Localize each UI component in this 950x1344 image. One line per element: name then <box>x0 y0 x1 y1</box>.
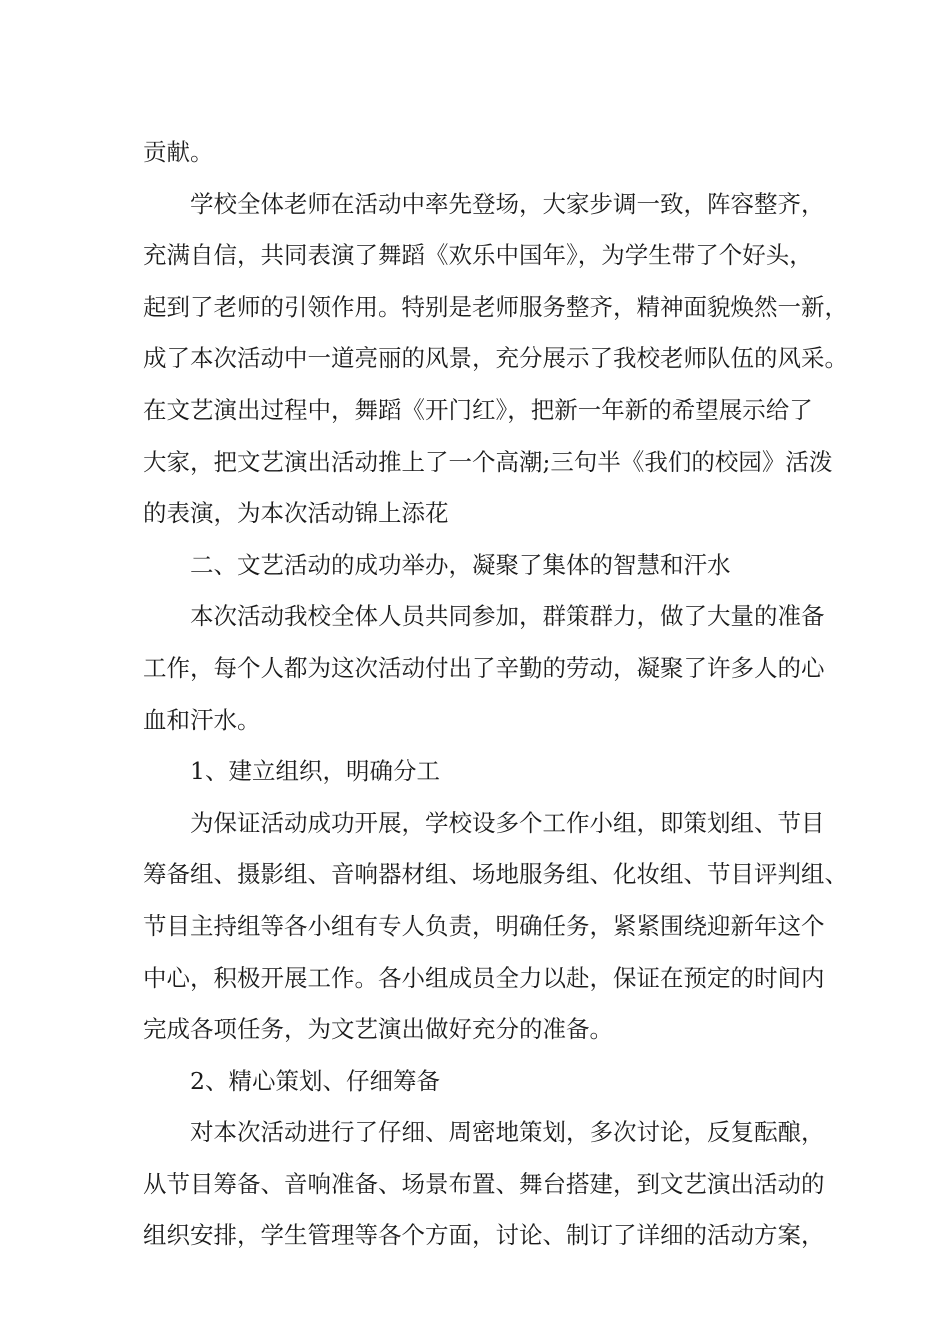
text-line: 贡献。 <box>143 138 214 166</box>
text-line: 充满自信，共同表演了舞蹈《欢乐中国年》，为学生带了个好头， <box>143 241 813 270</box>
text-line: 中心，积极开展工作。各小组成员全力以赴，保证在预定的时间内 <box>143 963 825 992</box>
text-line: 完成各项任务，为文艺演出做好充分的准备。 <box>143 1015 613 1044</box>
document-body <box>143 127 848 1262</box>
section-heading: 二、文艺活动的成功举办，凝聚了集体的智慧和汗水 <box>190 550 731 579</box>
text-line: 的表演，为本次活动锦上添花 <box>143 499 449 528</box>
text-line: 节目主持组等各小组有专人负责，明确任务，紧紧围绕迎新年这个 <box>143 911 825 940</box>
text-line: 起到了老师的引领作用。特别是老师服务整齐，精神面貌焕然一新， <box>143 292 848 321</box>
text-line: 血和汗水。 <box>143 705 261 734</box>
text-line: 从节目筹备、音响准备、场景布置、舞台搭建，到文艺演出活动的 <box>143 1169 825 1198</box>
subsection-heading: 2、精心策划、仔细筹备 <box>190 1066 440 1095</box>
subsection-heading: 1、建立组织，明确分工 <box>190 757 440 786</box>
text-line: 为保证活动成功开展，学校设多个工作小组，即策划组、节目 <box>190 808 825 837</box>
text-line: 本次活动我校全体人员共同参加，群策群力，做了大量的准备 <box>190 602 825 631</box>
text-line: 工作，每个人都为这次活动付出了辛勤的劳动，凝聚了许多人的心 <box>143 653 825 682</box>
text-line: 筹备组、摄影组、音响器材组、场地服务组、化妆组、节目评判组、 <box>143 860 848 889</box>
text-line: 大家，把文艺演出活动推上了一个高潮;三句半《我们的校园》活泼 <box>143 447 833 476</box>
text-line: 组织安排，学生管理等各个方面，讨论、制订了详细的活动方案， <box>143 1221 825 1250</box>
text-line: 学校全体老师在活动中率先登场，大家步调一致，阵容整齐， <box>190 189 825 218</box>
text-line: 成了本次活动中一道亮丽的风景，充分展示了我校老师队伍的风采。 <box>143 344 848 373</box>
text-line: 对本次活动进行了仔细、周密地策划，多次讨论，反复酝酿， <box>190 1118 825 1147</box>
text-line: 在文艺演出过程中，舞蹈《开门红》，把新一年新的希望展示给了 <box>143 395 813 424</box>
